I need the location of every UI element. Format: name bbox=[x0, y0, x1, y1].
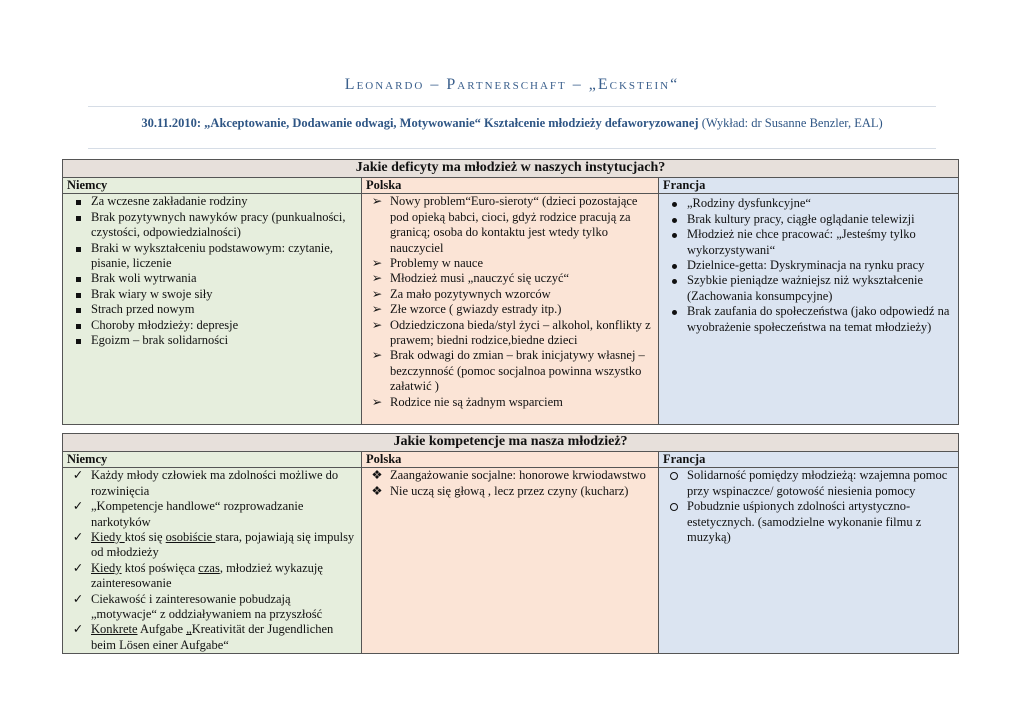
arrowhead-bullet-icon: ➢ bbox=[371, 256, 383, 271]
dot-bullet-icon bbox=[667, 304, 681, 319]
square-bullet-icon bbox=[71, 287, 85, 302]
list-item: Solidarność pomiędzy młodzieżą: wzajemna pomoc przy wspinaczce/ gotowość niesienia pomocy bbox=[687, 468, 954, 499]
list-item: ➢ Odziedziczona bieda/styl życi – alkohol, konflikty z prawem; biedni rodzice,biedne dzieci bbox=[371, 317, 651, 348]
polska-cell bbox=[362, 468, 659, 654]
list-item: ✓ Ciekawość i zainteresowanie pobudzają „motywacje“ z oddziaływaniem na przyszłość bbox=[72, 591, 323, 622]
list-item: ❖ Nie uczą się głową , lecz przez czyny (kucharz) bbox=[371, 483, 629, 498]
list-item: ✓ „Kompetencje handlowe“ rozprowadzanie narkotyków bbox=[72, 499, 304, 529]
lecture-date: 30.11.2010: bbox=[141, 116, 202, 130]
list-item: Brak woli wytrwania bbox=[91, 271, 357, 286]
table-heading: Jakie deficyty ma młodzież w naszych instytucjach? bbox=[63, 160, 959, 178]
list-item: ✓ Konkrete Aufgabe „Kreativität der Jugendlichen beim Lösen einer Aufgabe“ bbox=[72, 622, 334, 652]
dot-bullet-icon bbox=[667, 227, 681, 242]
list-item: ➢ Za mało pozytywnych wzorców bbox=[371, 286, 551, 301]
checkmark-bullet-icon: ✓ bbox=[72, 591, 84, 606]
niemcy-cell bbox=[63, 194, 362, 425]
square-bullet-icon bbox=[71, 210, 85, 225]
francja-cell bbox=[659, 468, 959, 654]
checkmark-bullet-icon: ✓ bbox=[72, 530, 84, 545]
divider bbox=[88, 148, 936, 149]
list-item: Egoizm – brak solidarności bbox=[91, 333, 357, 348]
square-bullet-icon bbox=[71, 194, 85, 209]
list-item: ➢ Złe wzorce ( gwiazdy estrady itp.) bbox=[371, 302, 562, 317]
list-item: ➢ Brak odwagi do zmian – brak inicjatywy własnej – bezczynność (pomoc socjalnoa powinna wszystko załatwić ) bbox=[371, 348, 645, 394]
list-item: Dzielnice-getta: Dyskryminacja na rynku pracy bbox=[687, 258, 954, 273]
lecture-subtitle bbox=[0, 116, 1024, 131]
dot-bullet-icon bbox=[667, 196, 681, 211]
column-header-polska: Polska bbox=[362, 452, 659, 468]
table-heading: Jakie kompetencje ma nasza młodzież? bbox=[63, 434, 959, 452]
checkmark-bullet-icon: ✓ bbox=[72, 622, 84, 637]
arrowhead-bullet-icon: ➢ bbox=[371, 317, 383, 332]
column-header-niemcy: Niemcy bbox=[63, 178, 362, 194]
arrowhead-bullet-icon: ➢ bbox=[371, 302, 383, 317]
column-header-polska: Polska bbox=[362, 178, 659, 194]
arrowhead-bullet-icon: ➢ bbox=[371, 194, 383, 209]
square-bullet-icon bbox=[71, 241, 85, 256]
list-item: Strach przed nowym bbox=[91, 302, 357, 317]
list-item: Pobudznie uśpionych zdolności artystyczno-estetycznych. (samodzielne wykonanie filmu z muzyką) bbox=[687, 499, 954, 545]
deficits-table bbox=[62, 159, 959, 425]
lecture-speaker: (Wykład: dr Susanne Benzler, EAL) bbox=[701, 116, 883, 130]
list-item: ➢ Problemy w nauce bbox=[371, 256, 484, 271]
diamond-bullet-icon: ❖ bbox=[371, 483, 383, 498]
divider bbox=[88, 106, 936, 107]
column-header-francja: Francja bbox=[659, 452, 959, 468]
list-item: Braki w wykształceniu podstawowym: czytanie, pisanie, liczenie bbox=[91, 241, 357, 272]
list-item: ✓ Każdy młody człowiek ma zdolności możliwe do rozwinięcia bbox=[72, 468, 339, 498]
arrowhead-bullet-icon: ➢ bbox=[371, 348, 383, 363]
list-item: Brak zaufania do społeczeństwa (jako odpowiedź na wyobrażenie społeczeństwa na temat młodzieży) bbox=[687, 304, 954, 335]
list-item: Brak wiary w swoje siły bbox=[91, 287, 357, 302]
arrowhead-bullet-icon: ➢ bbox=[371, 286, 383, 301]
circle-bullet-icon bbox=[667, 499, 681, 515]
list-item: ✓ Kiedy ktoś się osobiście stara, pojawiają się impulsy od młodzieży bbox=[72, 530, 355, 560]
column-header-niemcy: Niemcy bbox=[63, 452, 362, 468]
list-item: Brak kultury pracy, ciągłe oglądanie telewizji bbox=[687, 212, 954, 227]
list-item: ➢ Nowy problem“Euro-sieroty“ (dzieci pozostające pod opieką babci, cioci, gdyż rodzice pracują za granicą; osoba do kontaktu jest wtedy tylko nauczyciel bbox=[371, 194, 638, 255]
checkmark-bullet-icon: ✓ bbox=[72, 560, 84, 575]
dot-bullet-icon bbox=[667, 273, 681, 288]
column-header-francja: Francja bbox=[659, 178, 959, 194]
square-bullet-icon bbox=[71, 271, 85, 286]
list-item: ❖ Zaangażowanie socjalne: honorowe krwiodawstwo bbox=[371, 468, 646, 483]
francja-cell bbox=[659, 194, 959, 425]
diamond-bullet-icon: ❖ bbox=[371, 468, 383, 483]
list-item: Choroby młodzieży: depresje bbox=[91, 318, 357, 333]
list-item: Szybkie pieniądze ważniejsz niż wykształcenie (Zachowania konsumpcyjne) bbox=[687, 273, 954, 304]
checkmark-bullet-icon: ✓ bbox=[72, 468, 84, 483]
page-title: Leonardo – Partnerschaft – „Eckstein“ bbox=[344, 76, 680, 93]
polska-cell bbox=[362, 194, 659, 425]
square-bullet-icon bbox=[71, 302, 85, 317]
dot-bullet-icon bbox=[667, 212, 681, 227]
niemcy-cell bbox=[63, 468, 362, 654]
list-item: ✓ Kiedy ktoś poświęca czas, młodzież wykazuję zainteresowanie bbox=[72, 560, 323, 591]
competencies-table bbox=[62, 433, 959, 654]
square-bullet-icon bbox=[71, 318, 85, 333]
arrowhead-bullet-icon: ➢ bbox=[371, 394, 383, 409]
dot-bullet-icon bbox=[667, 258, 681, 273]
list-item: Brak pozytywnych nawyków pracy (punkualności, czystości, odpowiedzialności) bbox=[91, 210, 357, 241]
list-item: „Rodziny dysfunkcyjne“ bbox=[687, 196, 954, 211]
list-item: ➢ Młodzież musi „nauczyć się uczyć“ bbox=[371, 271, 570, 286]
checkmark-bullet-icon: ✓ bbox=[72, 499, 84, 514]
list-item: Za wczesne zakładanie rodziny bbox=[91, 194, 357, 209]
list-item: Młodzież nie chce pracować: „Jesteśmy tylko wykorzystywani“ bbox=[687, 227, 954, 258]
circle-bullet-icon bbox=[667, 468, 681, 484]
arrowhead-bullet-icon: ➢ bbox=[371, 271, 383, 286]
lecture-topic: „Akceptowanie, Dodawanie odwagi, Motywowanie“ Kształcenie młodzieży defaworyzowanej bbox=[204, 116, 699, 130]
list-item: ➢ Rodzice nie są żadnym wsparciem bbox=[371, 394, 563, 409]
square-bullet-icon bbox=[71, 333, 85, 348]
